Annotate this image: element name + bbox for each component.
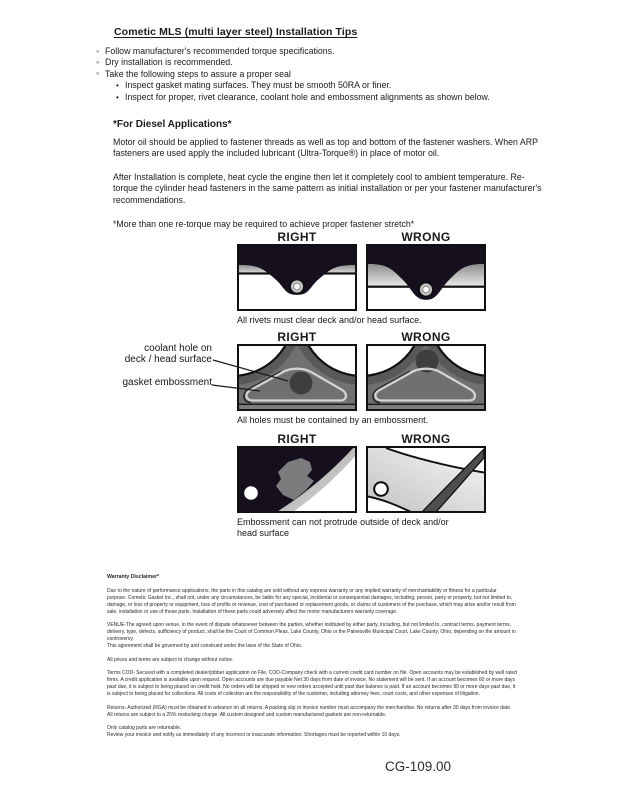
diagram-caption: All holes must be contained by an embossment. xyxy=(237,415,429,425)
coolant-hole-icon xyxy=(290,372,313,395)
diagram-labels xyxy=(237,432,486,446)
diagram-boxes xyxy=(237,446,486,513)
diesel-paragraph-2: After Installation is complete, heat cycle the engine then let it completely cool to ambient temperature. Re-torque the cylinder head fasteners in the same pattern as initial installation or per your fastener manufacturer's recommendations. xyxy=(113,172,542,205)
disclaimer-paragraph: Only catalog parts are returnable. xyxy=(107,725,182,731)
tip-text: Inspect gasket mating surfaces. They must be smooth 50RA or finer. xyxy=(125,80,392,91)
diagram-caption: All rivets must clear deck and/or head surface. xyxy=(237,315,422,325)
deck-edge-right-diagram xyxy=(237,446,357,513)
sub-list xyxy=(116,80,576,103)
bolt-hole-icon xyxy=(374,482,388,496)
right-label: RIGHT xyxy=(277,230,317,244)
wrong-label: WRONG xyxy=(401,432,451,446)
wrong-label: WRONG xyxy=(401,230,451,244)
list-item xyxy=(96,57,576,68)
rivet-right-diagram xyxy=(237,244,357,311)
diagram-caption: Embossment can not protrude outside of deck and/or head surface xyxy=(237,517,449,538)
callout-line: coolant hole on xyxy=(144,343,212,354)
tip-text: Follow manufacturer's recommended torque specifications. xyxy=(105,46,335,56)
tip-text: Inspect for proper, rivet clearance, coolant hole and embossment alignments as shown below. xyxy=(125,91,490,102)
rivet-wrong-diagram xyxy=(366,244,486,311)
warranty-disclaimer xyxy=(107,574,517,746)
diagram-boxes xyxy=(237,244,486,311)
diagram-row-embossment xyxy=(237,330,486,426)
disclaimer-paragraph: All prices and terms are subject to change without notice. xyxy=(107,656,234,663)
diesel-paragraph-1: Motor oil should be applied to fastener threads as well as top and bottom of the fastener washers. When ARP fasteners are used apply the included lubricant (Ultra-Torque®) in place of motor oil. xyxy=(113,137,538,159)
list-item xyxy=(96,69,576,80)
callout-line: deck / head surface xyxy=(124,353,212,365)
embossment-wrong-diagram xyxy=(366,344,486,411)
disclaimer-paragraph: Due to the nature of performance applications, the parts in this catalog are sold without any express warranty or any implied warranty of merchantability or fitness for a particular purpose. Cometic Gasket Inc., shall not, under any circumstances, be liable for any special, incidental or consequential damages, including, person, party or property, but not limited to, damage, or loss of property or equipment, loss of profits or revenue, cost of purchased or replacement goods, or claims of customers of the purchase, which may arise and/or result from sale, installation or use of these parts. Installation of these parts could adversely affect the motor manufacturers warranty coverage. xyxy=(107,587,516,615)
tip-text: Dry installation is recommended. xyxy=(105,57,233,68)
diagram-row-rivets xyxy=(237,230,486,326)
diagram-labels xyxy=(237,330,486,344)
diagram-labels xyxy=(237,230,486,244)
bolt-hole-icon xyxy=(244,486,258,500)
embossment-right-diagram xyxy=(237,344,357,411)
catalog-page-code: CG-109.00 xyxy=(384,759,451,774)
deck-edge-wrong-diagram xyxy=(366,446,486,513)
list-item xyxy=(116,92,576,103)
disclaimer-paragraph: Returns- Authorized (RGA) must be obtained in advance on all returns. A packing slip or invoice number must accompany the merchandise. No returns after 30 days from invoice date. All returns are subject to a 25% restocking charge. All custom designed and custom manufactured gaskets are non-returnable. xyxy=(107,704,512,718)
diagram-boxes xyxy=(237,344,486,411)
right-label: RIGHT xyxy=(277,432,317,446)
installation-tips-list xyxy=(96,46,576,103)
right-label: RIGHT xyxy=(277,330,317,344)
list-item xyxy=(96,46,576,57)
diesel-section-heading: *For Diesel Applications* xyxy=(113,119,232,130)
page-title: Cometic MLS (multi layer steel) Installation Tips xyxy=(114,26,358,38)
wrong-label: WRONG xyxy=(401,330,451,344)
coolant-hole-callout xyxy=(92,344,212,365)
disclaimer-heading: Warranty Disclaimer* xyxy=(107,574,159,580)
disclaimer-paragraph: Review your invoice and notify us immediately of any incorrect or inaccurate information. Shortages must be reported within 10 days. xyxy=(107,732,401,738)
tip-text: Take the following steps to assure a proper seal xyxy=(105,68,291,79)
retorque-note: *More than one re-torque may be required to achieve proper fastener stretch* xyxy=(113,219,415,229)
disclaimer-paragraph: This agreement shall be governed by and construed under the laws of the State of Ohio. xyxy=(107,643,303,649)
disclaimer-paragraph: Terms COD- Secured with a completed dealer/jobber application on File, COD-Company check with a current credit card number on file. Open accounts may be established by well rated firms. A credit application is available upon request. Open accounts are due payable Net 30 days from date of invoice. No statement will be sent. If an account becomes 60 or more days past due, it is subject to being placed on credit hold. No orders will be shipped or new orders accepted until past due balance is paid. If an account becomes 90 or more days past due, it is subject to being placed for collections. All costs of collection are the responsibility of the customer, including attorney fees, court costs, and other expenses of litigation. xyxy=(107,670,517,697)
diagram-row-deck-edge xyxy=(237,432,486,538)
disclaimer-paragraph: VENUE-The agreed upon venue, in the event of dispute whatsoever between the parties, whether instituted by either party, including, but not limited to, contract terms, payment terms, delivery, type, defects, sufficiency of product, shall be the Court of Common Pleas, Lake County, Ohio or the Painesville Municipal Court, Lake County, Ohio, depending on the amount in controversy. xyxy=(107,622,516,642)
gasket-embossment-callout: gasket embossment xyxy=(122,377,212,388)
list-item xyxy=(116,80,576,91)
